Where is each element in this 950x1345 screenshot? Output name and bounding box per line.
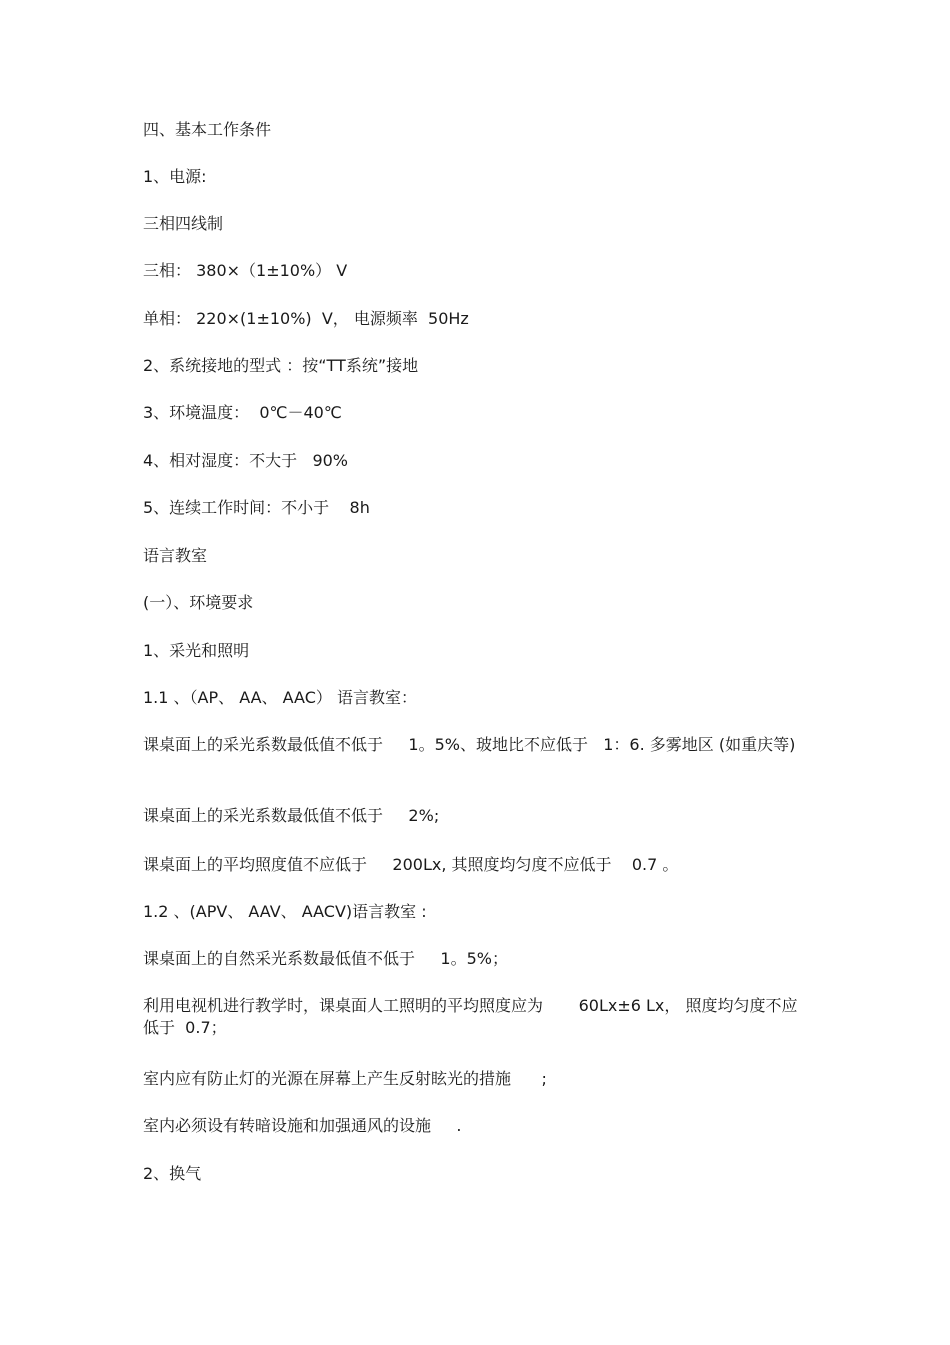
paragraph-single-phase-voltage: 单相： 220×(1±10%) V， 电源频率 50Hz bbox=[143, 309, 469, 328]
subitem-1-2-heading: 1.2 、(APV、 AAV、 AACV)语言教室 : bbox=[143, 902, 427, 921]
item-relative-humidity: 4、相对湿度：不大于 90% bbox=[143, 451, 349, 470]
paragraph-natural-daylight: 课桌面上的自然采光系数最低值不低于 1。5%； bbox=[143, 949, 508, 968]
subsection-environment-req: (一）、环境要求 bbox=[143, 593, 254, 612]
item-grounding-type: 2、系统接地的型式 ：按“TT系统”接地 bbox=[143, 356, 419, 375]
paragraph-three-phase-four-wire: 三相四线制 bbox=[143, 214, 224, 233]
subitem-1-1-heading: 1.1 、（AP、 AA、 AAC） 语言教室： bbox=[143, 688, 417, 707]
item-lighting-heading: 1、采光和照明 bbox=[143, 641, 250, 660]
item-ventilation-heading: 2、换气 bbox=[143, 1164, 202, 1183]
item-power-heading: 1、电源: bbox=[143, 167, 207, 186]
item-ambient-temperature: 3、环境温度： 0℃－40℃ bbox=[143, 403, 342, 422]
paragraph-average-illuminance: 课桌面上的平均照度值不应低于 200Lx, 其照度均匀度不应低于 0.7 。 bbox=[143, 855, 679, 874]
section-heading-basic-conditions: 四、基本工作条件 bbox=[143, 120, 272, 139]
paragraph-glare-prevention: 室内应有防止灯的光源在屏幕上产生反射眩光的措施 ; bbox=[143, 1069, 547, 1088]
paragraph-daylight-factor-1: 课桌面上的采光系数最低值不低于 1。5%、玻地比不应低于 1：6. 多雾地区 (如重庆等) bbox=[143, 735, 796, 754]
section-heading-language-room: 语言教室 bbox=[143, 546, 208, 565]
paragraph-darkening-ventilation: 室内必须设有转暗设施和加强通风的设施 . bbox=[143, 1116, 462, 1135]
item-continuous-working-time: 5、连续工作时间：不小于 8h bbox=[143, 498, 370, 517]
paragraph-tv-lighting: 利用电视机进行教学时，课桌面人工照明的平均照度应为 60Lx±6 Lx， 照度均匀度不应低于 0.7； bbox=[143, 996, 798, 1037]
paragraph-daylight-factor-2: 课桌面上的采光系数最低值不低于 2%; bbox=[143, 806, 440, 825]
paragraph-three-phase-voltage: 三相： 380×（1±10%） V bbox=[143, 261, 348, 280]
